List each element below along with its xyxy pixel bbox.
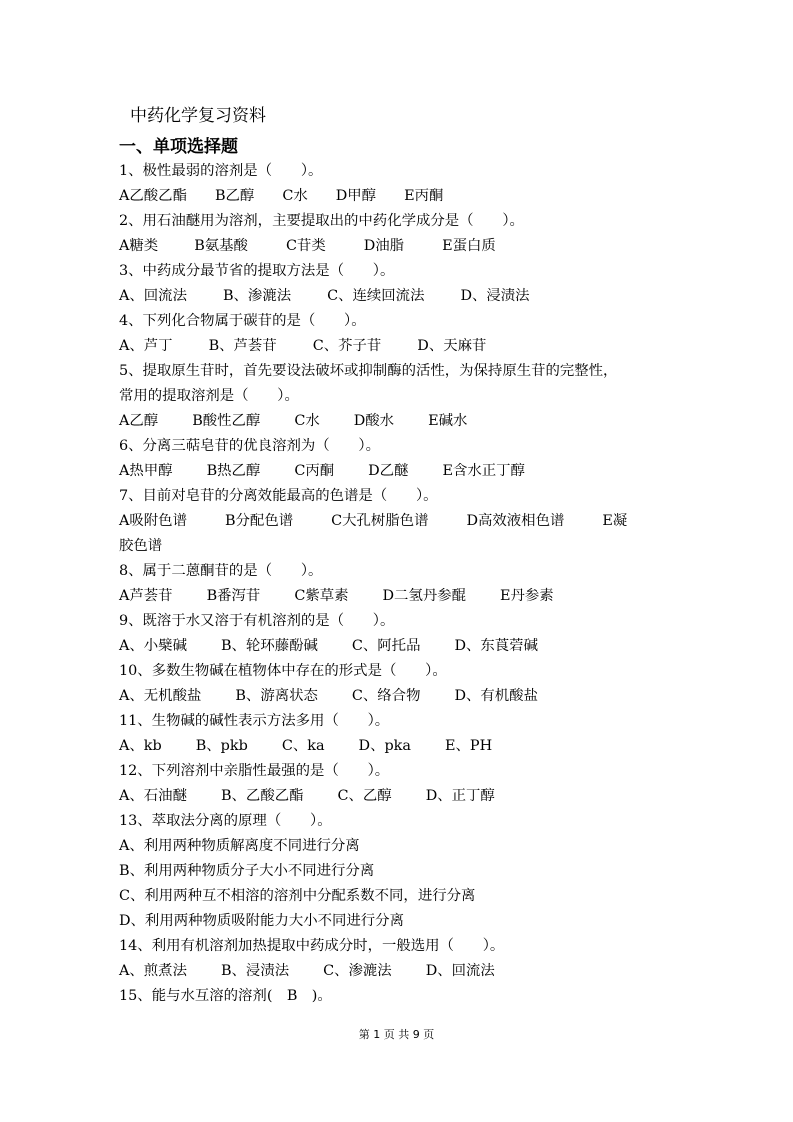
option-choice: D油脂 bbox=[363, 238, 405, 254]
option-choice: D乙醚 bbox=[368, 463, 409, 479]
options-line bbox=[119, 459, 679, 484]
option-choice: B番泻苷 bbox=[206, 588, 261, 604]
option-choice: D酸水 bbox=[353, 413, 395, 429]
option-choice: B氨基酸 bbox=[194, 238, 248, 254]
option-choice: E、PH bbox=[445, 738, 493, 754]
option-choice: A、无机酸盐 bbox=[119, 688, 202, 704]
option-choice: D、浸渍法 bbox=[460, 288, 530, 304]
options-line bbox=[119, 784, 679, 809]
option-choice: B、pkb bbox=[195, 738, 248, 754]
question-line: 14、利用有机溶剂加热提取中药成分时，一般选用（ ）。 bbox=[119, 938, 505, 954]
option-choice: C、阿托品 bbox=[351, 638, 421, 654]
document-body bbox=[119, 102, 679, 1009]
page-footer: 第 1 页 共 9 页 bbox=[358, 1028, 435, 1041]
option-choice: B酸性乙醇 bbox=[192, 413, 261, 429]
option-choice: A、煎煮法 bbox=[119, 963, 187, 979]
option-choice: A乙醇 bbox=[119, 413, 159, 429]
options-line bbox=[119, 959, 679, 984]
option-choice: A、石油醚 bbox=[119, 788, 187, 804]
option-choice: C水 bbox=[294, 413, 320, 429]
option-choice: B、游离状态 bbox=[235, 688, 318, 704]
option-choice: A热甲醇 bbox=[119, 463, 173, 479]
question-line: 11、生物碱的碱性表示方法多用（ ）。 bbox=[119, 713, 390, 729]
option-choice: D二氢丹参醌 bbox=[382, 588, 467, 604]
document-title: 中药化学复习资料 bbox=[130, 106, 266, 126]
options-line bbox=[119, 584, 679, 609]
option-choice: C、连续回流法 bbox=[327, 288, 425, 304]
option-choice: C紫草素 bbox=[294, 588, 349, 604]
option-choice: D甲醇 bbox=[335, 188, 377, 204]
question-line: 12、下列溶剂中亲脂性最强的是（ ）。 bbox=[119, 763, 390, 779]
options-line bbox=[119, 284, 679, 309]
question-list bbox=[119, 159, 679, 1009]
question-line: 9、既溶于水又溶于有机溶剂的是（ ）。 bbox=[119, 613, 395, 629]
option-choice: D、天麻苷 bbox=[417, 338, 487, 354]
question-line: 常用的提取溶剂是（ ）。 bbox=[119, 388, 299, 404]
question-line: 2、用石油醚用为溶剂，主要提取出的中药化学成分是（ ）。 bbox=[119, 213, 524, 229]
question-line: B、利用两种物质分子大小不同进行分离 bbox=[119, 863, 375, 879]
option-choice: E丹参素 bbox=[500, 588, 554, 604]
question-line: 15、能与水互溶的溶剂( B )。 bbox=[119, 988, 332, 1004]
question-line: A、利用两种物质解离度不同进行分离 bbox=[119, 838, 360, 854]
option-choice: A、回流法 bbox=[119, 288, 187, 304]
option-choice: D、东莨菪碱 bbox=[454, 638, 538, 654]
option-choice: A、小檗碱 bbox=[119, 638, 187, 654]
question-line: 5、提取原生苷时，首先要设法破坏或抑制酶的活性，为保持原生苷的完整性， bbox=[119, 363, 618, 379]
option-choice: A乙酸乙酯 bbox=[119, 188, 187, 204]
options-line bbox=[119, 234, 679, 259]
option-choice: B分配色谱 bbox=[224, 513, 294, 529]
options-line bbox=[119, 184, 679, 209]
option-choice: C、ka bbox=[281, 738, 325, 754]
option-choice: B、芦荟苷 bbox=[208, 338, 277, 354]
option-choice: E丙酮 bbox=[404, 188, 444, 204]
option-choice: A糖类 bbox=[119, 238, 159, 254]
option-choice: C、络合物 bbox=[351, 688, 421, 704]
option-choice: C丙酮 bbox=[294, 463, 335, 479]
option-choice: C大孔树脂色谱 bbox=[331, 513, 429, 529]
option-choice: A吸附色谱 bbox=[119, 513, 187, 529]
option-choice: E碱水 bbox=[428, 413, 468, 429]
option-choice: E蛋白质 bbox=[442, 238, 496, 254]
option-choice: D、正丁醇 bbox=[425, 788, 495, 804]
option-choice: A、kb bbox=[119, 738, 162, 754]
option-choice: C水 bbox=[282, 188, 308, 204]
question-line: D、利用两种物质吸附能力大小不同进行分离 bbox=[119, 913, 404, 929]
option-choice: C苷类 bbox=[285, 238, 326, 254]
question-line: 7、目前对皂苷的分离效能最高的色谱是（ ）。 bbox=[119, 488, 438, 504]
option-choice: B、浸渍法 bbox=[220, 963, 290, 979]
option-choice: E含水正丁醇 bbox=[442, 463, 525, 479]
options-line bbox=[119, 634, 679, 659]
question-line: C、利用两种互不相溶的溶剂中分配系数不同，进行分离 bbox=[119, 888, 476, 904]
question-line: 10、多数生物碱在植物体中存在的形式是（ ）。 bbox=[119, 663, 447, 679]
question-line: 3、中药成分最节省的提取方法是（ ）。 bbox=[119, 263, 395, 279]
section-heading: 一、单项选择题 bbox=[119, 137, 238, 157]
question-line: 8、属于二蒽酮苷的是（ ）。 bbox=[119, 563, 323, 579]
option-choice: D、有机酸盐 bbox=[454, 688, 538, 704]
option-choice: C、渗漉法 bbox=[323, 963, 392, 979]
option-choice: B乙醇 bbox=[214, 188, 255, 204]
option-choice: B、乙酸乙酯 bbox=[220, 788, 304, 804]
question-line: 胶色谱 bbox=[119, 538, 163, 554]
option-choice: B、渗漉法 bbox=[222, 288, 292, 304]
option-choice: D高效液相色谱 bbox=[466, 513, 565, 529]
option-choice: B热乙醇 bbox=[206, 463, 261, 479]
option-choice: B、轮环藤酚碱 bbox=[220, 638, 318, 654]
option-choice: D、pka bbox=[358, 738, 411, 754]
option-choice: E凝 bbox=[602, 513, 628, 529]
question-line: 4、下列化合物属于碳苷的是（ ）。 bbox=[119, 313, 366, 329]
option-choice: C、芥子苷 bbox=[312, 338, 382, 354]
option-choice: A芦荟苷 bbox=[119, 588, 173, 604]
option-choice: C、乙醇 bbox=[337, 788, 392, 804]
question-line: 13、萃取法分离的原理（ ）。 bbox=[119, 813, 332, 829]
option-choice: D、回流法 bbox=[425, 963, 495, 979]
question-line: 1、极性最弱的溶剂是（ ）。 bbox=[119, 163, 323, 179]
question-line: 6、分离三萜皂苷的优良溶剂为（ ）。 bbox=[119, 438, 380, 454]
options-line bbox=[119, 684, 679, 709]
options-line bbox=[119, 509, 679, 534]
options-line bbox=[119, 734, 679, 759]
options-line bbox=[119, 409, 679, 434]
option-choice: A、芦丁 bbox=[119, 338, 173, 354]
options-line bbox=[119, 334, 679, 359]
